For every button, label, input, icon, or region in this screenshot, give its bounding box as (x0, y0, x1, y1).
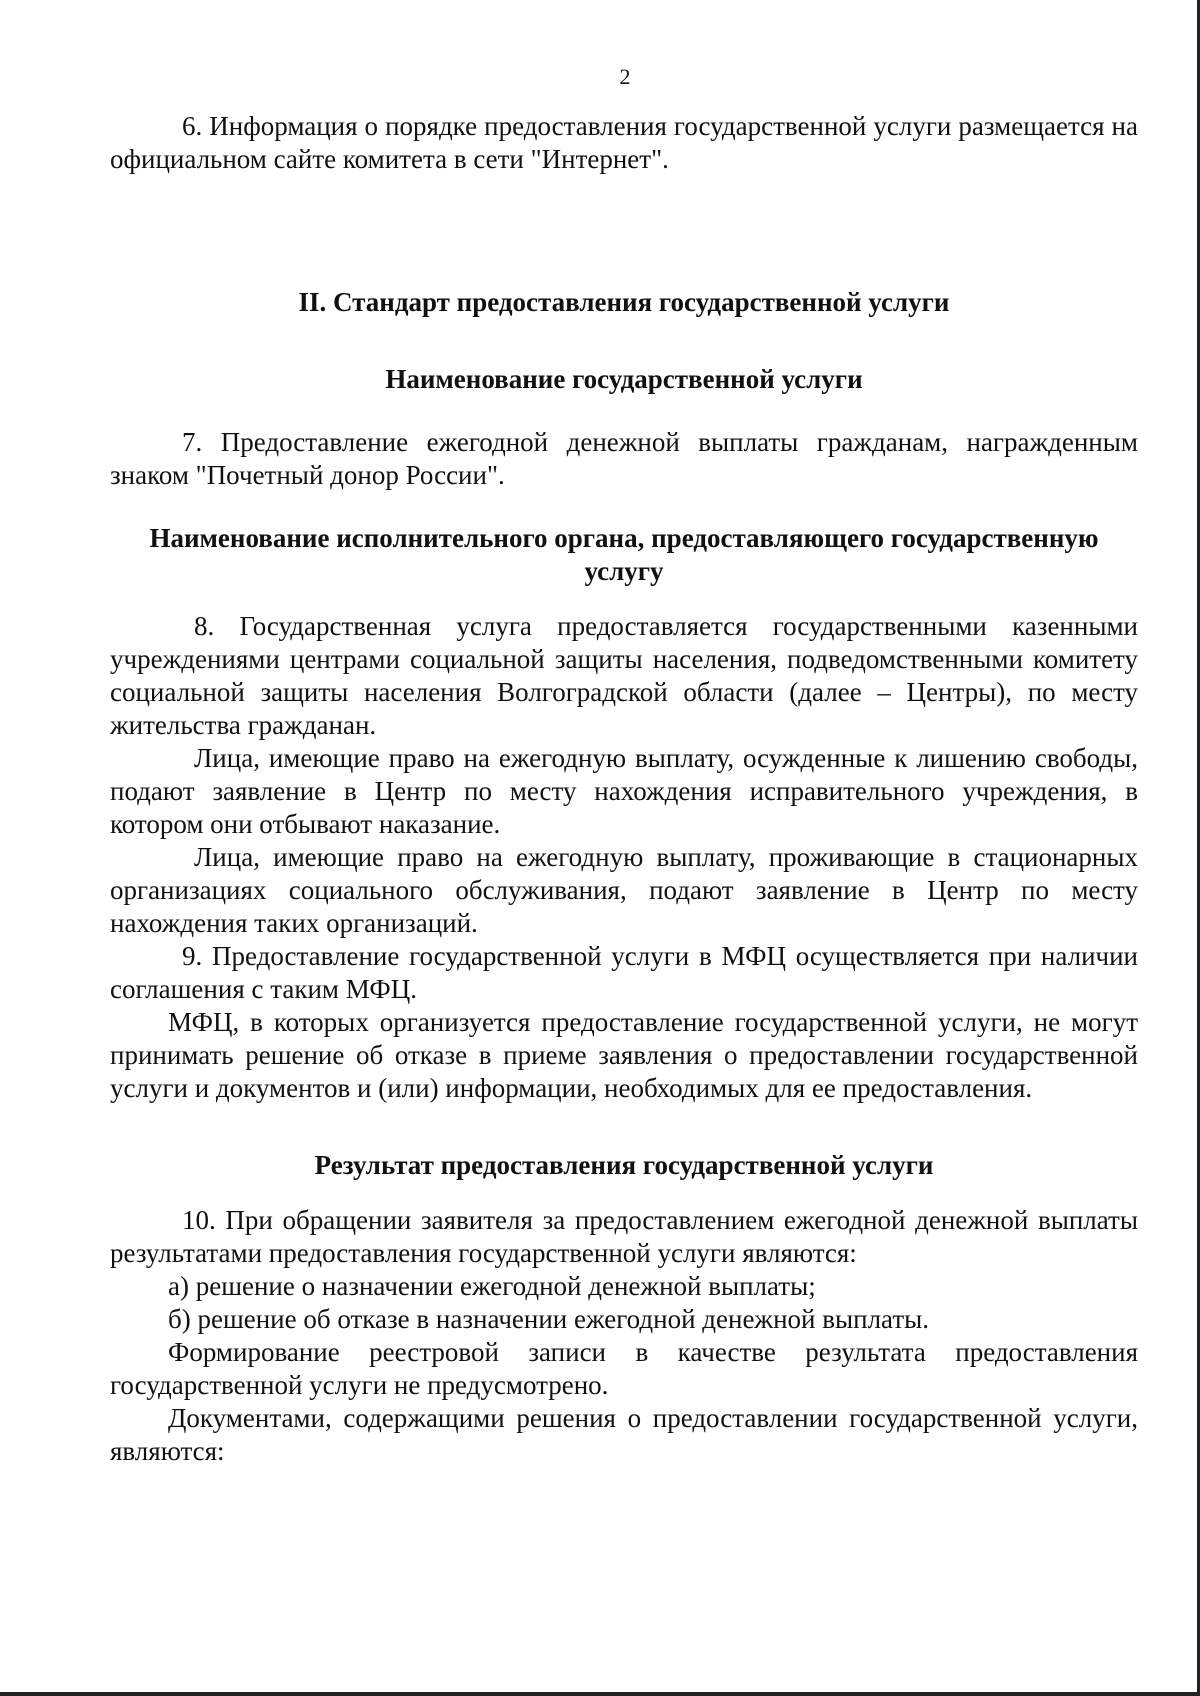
document-body (110, 110, 1138, 1468)
page-number: 2 (619, 64, 631, 89)
paragraph-8-residential-persons: Лица, имеющие право на ежегодную выплату, проживающие в стационарных организациях социального обслуживания, подают заявление в Центр по месту нахождения таких организаций. (110, 842, 1138, 938)
paragraph-10-item-b: б) решение об отказе в назначении ежегодной денежной выплаты. (168, 1304, 930, 1334)
paragraph-10: 10. При обращении заявителя за предоставлением ежегодной денежной выплаты результатами предоставления государственной услуги являются: (110, 1205, 1138, 1268)
paragraph-8: 8. Государственная услуга предоставляется государственными казенными учреждениями центрами социальной защиты населения, подведомственными комитету социальной защиты населения Волгоградской области (далее – Центры), по месту жительства гражданан. (110, 611, 1138, 740)
paragraph-9-mfc: МФЦ, в которых организуется предоставление государственной услуги, не могут принимать решение об отказе в приеме заявления о предоставлении государственной услуги и документов и (или) информации, необходимых для ее предоставления. (110, 1007, 1138, 1103)
paragraph-10-item-a: а) решение о назначении ежегодной денежной выплаты; (168, 1271, 816, 1301)
heading-executive-body: Наименование исполнительного органа, предоставляющего государственную услугу (149, 523, 1099, 586)
paragraph-7: 7. Предоставление ежегодной денежной выплаты гражданам, награжденным знаком "Почетный донор России". (110, 427, 1138, 490)
paragraph-8-convicted-persons: Лица, имеющие право на ежегодную выплату, осужденные к лишению свободы, подают заявление в Центр по месту нахождения исправительного учреждения, в котором они отбывают наказание. (110, 743, 1138, 839)
heading-result: Результат предоставления государственной услуги (314, 1150, 934, 1180)
scan-edge-bottom (0, 1692, 1200, 1696)
paragraph-10-documents: Документами, содержащими решения о предоставлении государственной услуги, являются: (110, 1403, 1138, 1466)
paragraph-10-registry: Формирование реестровой записи в качестве результата предоставления государственной услуги не предусмотрено. (110, 1337, 1138, 1400)
paragraph-9: 9. Предоставление государственной услуги в МФЦ осуществляется при наличии соглашения с таким МФЦ. (110, 941, 1138, 1004)
heading-service-name: Наименование государственной услуги (385, 364, 863, 394)
paragraph-6: 6. Информация о порядке предоставления государственной услуги размещается на официальном сайте комитета в сети "Интернет". (110, 111, 1138, 174)
section-heading-standard: II. Стандарт предоставления государственной услуги (298, 287, 950, 317)
